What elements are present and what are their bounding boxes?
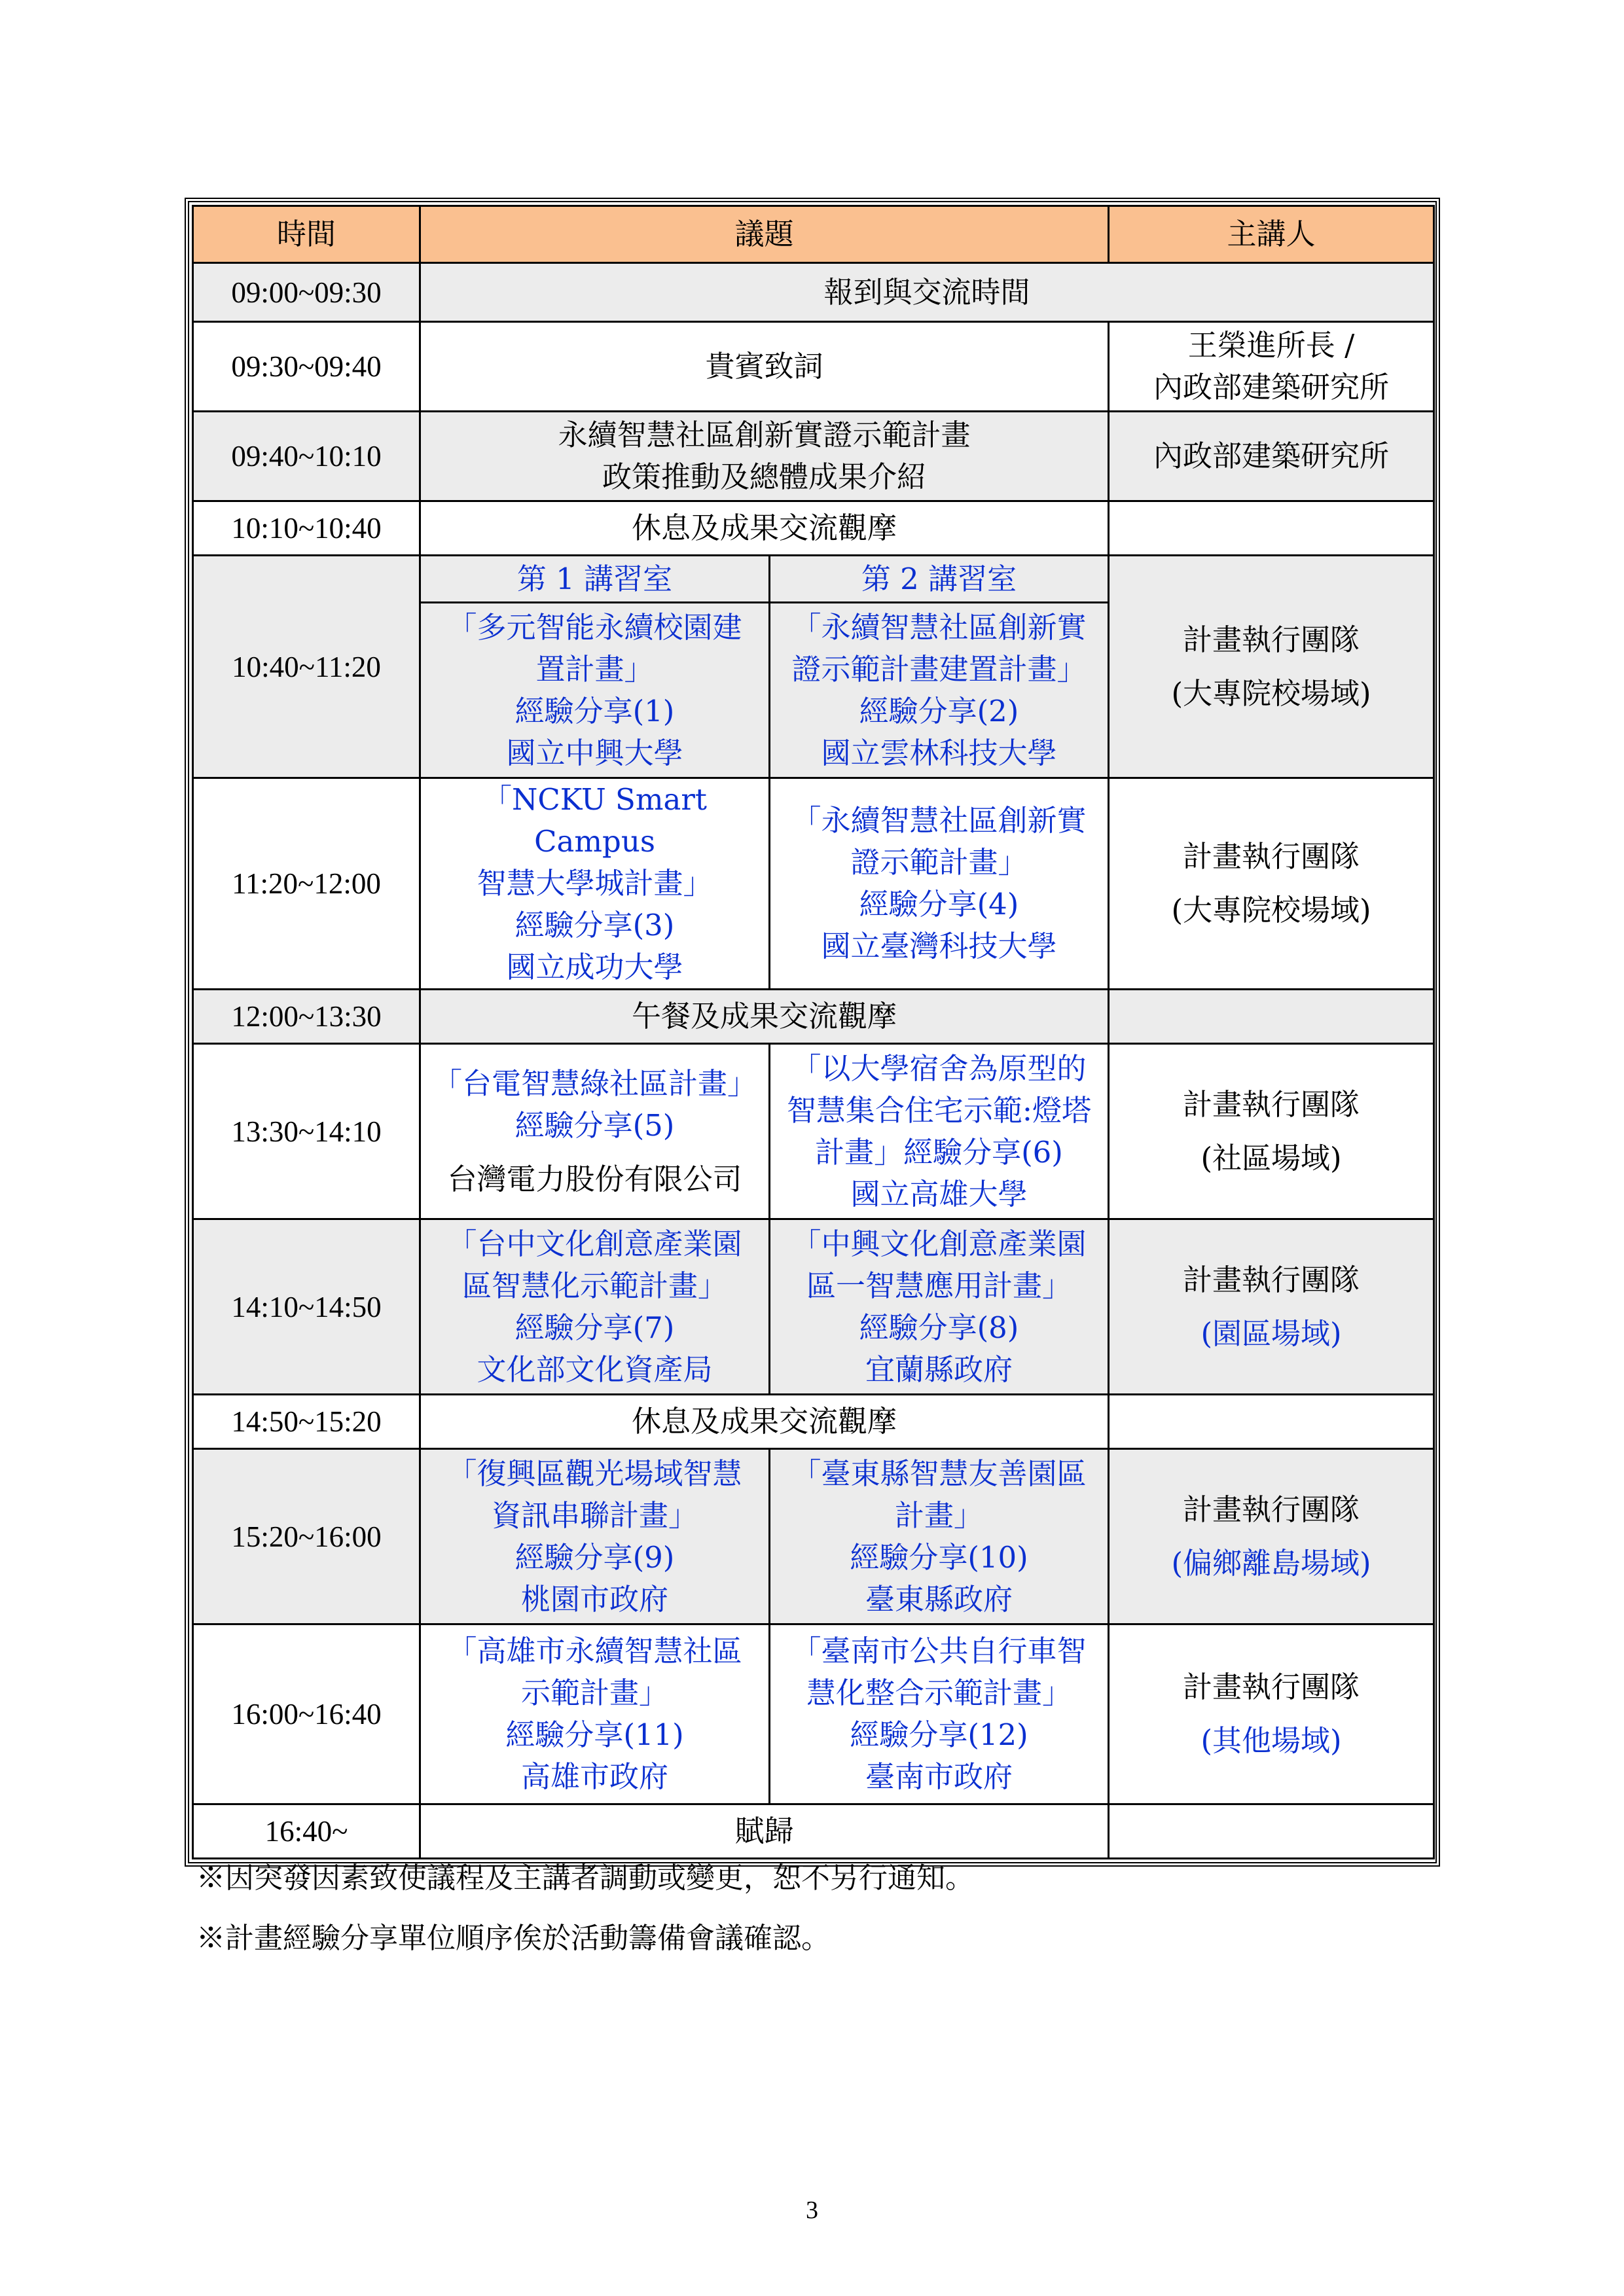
notes <box>196 1857 1427 1978</box>
table-row <box>193 1449 1434 1624</box>
session-label: 經驗分享(8) <box>859 1310 1019 1345</box>
topic-line: 政策推動及總體成果介紹 <box>602 459 927 494</box>
time-cell: 13:30~14:10 <box>193 1044 420 1219</box>
session-org: 國立成功大學 <box>506 950 683 984</box>
table-row <box>193 1395 1434 1449</box>
session-label: 經驗分享(11) <box>505 1717 684 1752</box>
session-label: 經驗分享(2) <box>859 693 1019 728</box>
note-line: ※因突發因素致使議程及主講者調動或變更，恕不另行通知。 <box>196 1861 974 1895</box>
speaker-cell <box>1109 1044 1434 1219</box>
session-cell <box>420 1624 770 1804</box>
speaker-line: 內政部建築研究所 <box>1153 370 1390 404</box>
session-cell <box>420 603 770 778</box>
speaker-cell <box>1109 501 1434 556</box>
table-row <box>193 263 1434 322</box>
session-title: 計畫」 <box>895 1498 984 1533</box>
speaker-line: 計畫執行團隊 <box>1183 1492 1360 1527</box>
session-title: 證示範計畫」 <box>850 845 1028 880</box>
agenda-frame <box>185 198 1440 1867</box>
session-cell <box>770 603 1109 778</box>
session-label: 經驗分享(1) <box>514 693 675 728</box>
session-cell <box>770 1449 1109 1624</box>
table-row <box>193 1804 1434 1859</box>
session-cell <box>420 1219 770 1395</box>
table-row <box>193 990 1434 1044</box>
session-cell <box>770 1624 1109 1804</box>
room-1-label: 第 1 講習室 <box>420 556 770 603</box>
time-cell: 10:40~11:20 <box>193 556 420 778</box>
session-title: 智慧集合住宅示範:燈塔 <box>786 1092 1092 1128</box>
table-row <box>193 1044 1434 1219</box>
session-title: 資訊串聯計畫」 <box>491 1498 698 1533</box>
session-org: 台灣電力股份有限公司 <box>447 1161 742 1196</box>
session-org: 國立雲林科技大學 <box>821 735 1057 770</box>
header-row <box>193 206 1434 263</box>
session-title: 「中興文化創意產業園 <box>791 1226 1087 1261</box>
note-line: ※計畫經驗分享單位順序俟於活動籌備會議確認。 <box>196 1922 830 1955</box>
header-speaker: 主講人 <box>1109 206 1434 263</box>
session-title: 「永續智慧社區創新實 <box>791 803 1087 838</box>
session-title: 證示範計畫建置計畫」 <box>791 651 1087 687</box>
speaker-line: (大專院校場域) <box>1171 893 1371 927</box>
speaker-line: (園區場域) <box>1200 1316 1342 1351</box>
session-cell <box>420 1449 770 1624</box>
topic-line: 永續智慧社區創新實證示範計畫 <box>558 418 971 452</box>
time-cell: 09:30~09:40 <box>193 322 420 412</box>
speaker-cell <box>1109 1395 1434 1449</box>
topic-cell: 貴賓致詞 <box>420 322 1109 412</box>
time-cell: 14:10~14:50 <box>193 1219 420 1395</box>
session-label: 經驗分享(4) <box>859 887 1019 922</box>
room-2-label: 第 2 講習室 <box>770 556 1109 603</box>
speaker-line: (社區場域) <box>1200 1140 1342 1175</box>
session-label: 計畫」經驗分享(6) <box>815 1134 1063 1170</box>
topic-cell <box>420 412 1109 501</box>
topic-cell: 報到與交流時間 <box>420 263 1434 322</box>
session-title: 智慧大學城計畫」 <box>477 866 713 901</box>
session-org: 國立高雄大學 <box>850 1176 1028 1211</box>
time-cell: 12:00~13:30 <box>193 990 420 1044</box>
session-title: 「高雄市永續智慧社區 <box>447 1634 742 1668</box>
time-cell: 16:00~16:40 <box>193 1624 420 1804</box>
speaker-line: 計畫執行團隊 <box>1183 1670 1360 1704</box>
session-title: 慧化整合示範計畫」 <box>806 1676 1072 1710</box>
session-cell <box>420 778 770 990</box>
table-row <box>193 501 1434 556</box>
session-title: 區一智慧應用計畫」 <box>806 1268 1072 1303</box>
speaker-line: 計畫執行團隊 <box>1183 622 1360 657</box>
speaker-cell <box>1109 556 1434 778</box>
speaker-cell <box>1109 322 1434 412</box>
speaker-line: 王榮進所長 / <box>1187 328 1355 363</box>
session-cell <box>420 1044 770 1219</box>
topic-cell: 午餐及成果交流觀摩 <box>420 990 1109 1044</box>
session-title: 區智慧化示範計畫」 <box>461 1268 727 1303</box>
session-org: 臺南市政府 <box>865 1759 1013 1794</box>
speaker-line: (偏鄉離島場域) <box>1171 1545 1371 1581</box>
session-cell <box>770 1044 1109 1219</box>
session-cell <box>770 1219 1109 1395</box>
speaker-line: 計畫執行團隊 <box>1183 1262 1360 1297</box>
table-row <box>193 556 1434 603</box>
agenda-table <box>192 205 1435 1859</box>
time-cell: 15:20~16:00 <box>193 1449 420 1624</box>
speaker-cell <box>1109 1804 1434 1859</box>
speaker-cell <box>1109 778 1434 990</box>
session-label: 經驗分享(10) <box>850 1539 1028 1575</box>
session-title: 「以大學宿舍為原型的 <box>791 1050 1087 1086</box>
time-cell: 09:00~09:30 <box>193 263 420 322</box>
session-title: 「NCKU Smart Campus <box>482 782 707 859</box>
header-topic: 議題 <box>420 206 1109 263</box>
session-org: 國立臺灣科技大學 <box>821 929 1057 963</box>
session-label: 經驗分享(12) <box>850 1717 1028 1752</box>
time-cell: 14:50~15:20 <box>193 1395 420 1449</box>
session-title: 「臺南市公共自行車智 <box>791 1634 1087 1668</box>
session-label: 經驗分享(7) <box>514 1310 675 1345</box>
topic-cell: 休息及成果交流觀摩 <box>420 1395 1109 1449</box>
time-cell: 10:10~10:40 <box>193 501 420 556</box>
speaker-line: 計畫執行團隊 <box>1183 839 1360 874</box>
topic-cell: 賦歸 <box>420 1804 1109 1859</box>
session-org: 高雄市政府 <box>520 1759 668 1794</box>
table-row <box>193 778 1434 990</box>
speaker-line: (其他場域) <box>1200 1723 1342 1758</box>
session-org: 國立中興大學 <box>506 735 683 770</box>
time-cell: 16:40~ <box>193 1804 420 1859</box>
session-label: 經驗分享(5) <box>514 1107 675 1143</box>
table-row <box>193 322 1434 412</box>
speaker-cell <box>1109 1219 1434 1395</box>
time-cell: 11:20~12:00 <box>193 778 420 990</box>
speaker-cell <box>1109 1449 1434 1624</box>
session-org: 宜蘭縣政府 <box>865 1352 1013 1387</box>
session-org: 文化部文化資產局 <box>477 1352 713 1387</box>
topic-cell: 休息及成果交流觀摩 <box>420 501 1109 556</box>
time-cell: 09:40~10:10 <box>193 412 420 501</box>
header-time: 時間 <box>193 206 420 263</box>
table-row <box>193 1219 1434 1395</box>
speaker-line: (大專院校場域) <box>1171 675 1371 711</box>
session-title: 置計畫」 <box>535 651 654 687</box>
session-cell <box>770 778 1109 990</box>
table-row <box>193 1624 1434 1804</box>
session-label: 經驗分享(3) <box>514 908 675 942</box>
session-org: 臺東縣政府 <box>865 1581 1013 1617</box>
session-title: 「台電智慧綠社區計畫」 <box>432 1066 757 1101</box>
speaker-cell <box>1109 1624 1434 1804</box>
session-title: 「復興區觀光場域智慧 <box>447 1456 742 1491</box>
session-title: 「臺東縣智慧友善園區 <box>791 1456 1087 1491</box>
session-title: 「永續智慧社區創新實 <box>791 609 1087 645</box>
page-number: 3 <box>806 2197 818 2224</box>
session-label: 經驗分享(9) <box>514 1539 675 1575</box>
session-title: 「多元智能永續校園建 <box>447 609 742 645</box>
table-row <box>193 412 1434 501</box>
speaker-cell <box>1109 990 1434 1044</box>
session-org: 桃園市政府 <box>520 1581 668 1617</box>
session-title: 「台中文化創意產業園 <box>447 1226 742 1261</box>
session-title: 示範計畫」 <box>520 1676 668 1710</box>
speaker-line: 計畫執行團隊 <box>1183 1086 1360 1122</box>
speaker-cell: 內政部建築研究所 <box>1109 412 1434 501</box>
